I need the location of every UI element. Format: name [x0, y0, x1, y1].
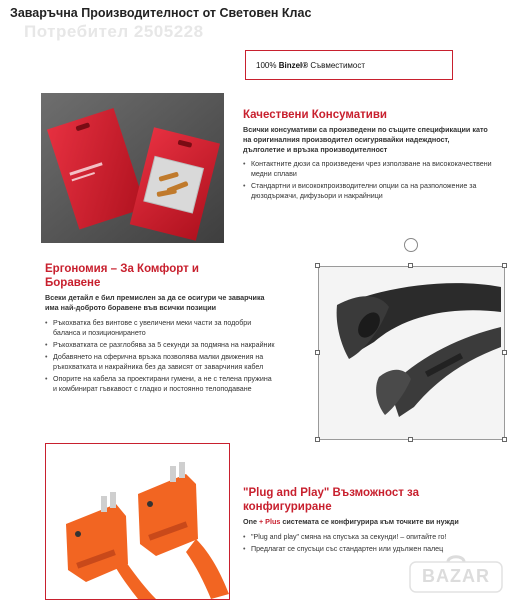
- resize-handle[interactable]: [502, 263, 507, 268]
- list-item: • "Plug and play" смяна на спусъка за секунди! – опитайте го!: [243, 532, 507, 542]
- consumables-image: [41, 93, 224, 243]
- resize-handle[interactable]: [502, 350, 507, 355]
- resize-handle[interactable]: [315, 350, 320, 355]
- resize-handle[interactable]: [408, 437, 413, 442]
- plugplay-lead-plus: + Plus: [256, 517, 281, 526]
- list-item: • Добавянето на сферична връзка позволява малки движения на ръкохватката и накрайника без да зависят от заварчиния кабел: [45, 352, 277, 372]
- list-item: • Опорите на кабела за проектирани гумени, а не с телена пружина и комбинират гъвкавост с гладко и постоянно телоподаване: [45, 374, 277, 394]
- bazar-logo-text: BAZAR: [422, 566, 490, 586]
- ergonomics-section: [45, 262, 277, 396]
- compat-prefix: 100%: [256, 60, 277, 70]
- resize-handle[interactable]: [315, 263, 320, 268]
- list-item: • Ръкохватката се разглобява за 5 секунди за подмяна на накрайник: [45, 340, 277, 350]
- trigger-image: [45, 443, 230, 600]
- list-item: • Стандартни и висококпроизводителни опции са на разположение за дюзодържачи, дифузьори и накрайници: [243, 181, 493, 201]
- compat-text: Съвместимост: [310, 60, 366, 70]
- plugplay-lead-rest: системата се конфигурира към точките ви нужди: [280, 517, 459, 526]
- compat-brand: Binzel®: [278, 60, 309, 70]
- plugplay-section: [243, 486, 507, 556]
- resize-handle[interactable]: [502, 437, 507, 442]
- page-title: Заваръчна Производителност от Световен Клас: [10, 6, 312, 20]
- rotate-handle-icon[interactable]: [404, 238, 418, 252]
- user-watermark: Потребител 2505228: [24, 22, 204, 41]
- consumables-lead: Всички консумативи са произведени по същите спецификации като на оригиналния производител осигурявайки надеждност, дълголетие и връзка производителност: [243, 125, 488, 154]
- ergonomics-title: Ергономия – За Комфорт и Боравене: [45, 263, 199, 289]
- consumables-title: Качествени Консумативи: [243, 109, 387, 121]
- bazar-logo: [408, 552, 504, 596]
- compatibility-box: [245, 50, 453, 80]
- list-item: • Контактните дюзи са произведени чрез използване на висококачествени медни сплави: [243, 159, 493, 179]
- list-item: • Предлагат се спусъци със стандартен или удължен палец: [243, 544, 507, 554]
- plugplay-title: "Plug and Play" Възможност за конфигуриране: [243, 487, 420, 513]
- ergonomics-list: [45, 318, 277, 394]
- plugplay-lead-one: One: [243, 517, 257, 526]
- torch-handle-image[interactable]: [318, 266, 505, 440]
- consumables-list: [243, 159, 493, 201]
- list-item: • Ръкохватка без винтове с увеличени меки части за подобри баланса и позиционирането: [45, 318, 277, 338]
- resize-handle[interactable]: [315, 437, 320, 442]
- resize-handle[interactable]: [408, 263, 413, 268]
- plugplay-list: [243, 532, 507, 554]
- ergonomics-lead: Всеки детайл е бил премислен за да се осигури че заварчика има най-доброто боравене във всички позиции: [45, 293, 265, 312]
- plugplay-lead: [243, 517, 507, 527]
- consumables-section: [243, 108, 493, 203]
